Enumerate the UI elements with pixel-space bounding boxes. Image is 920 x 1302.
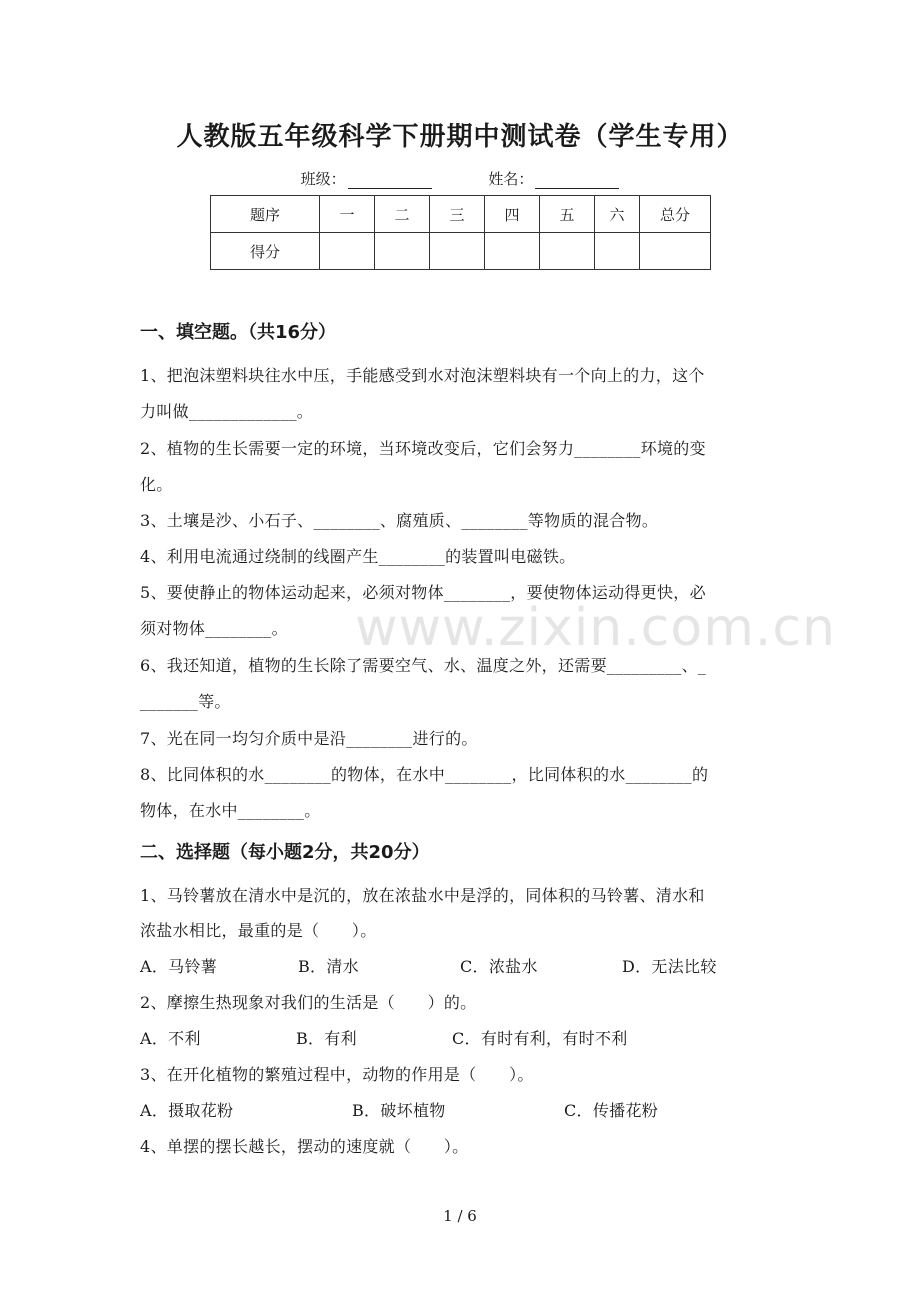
class-label: 班级： [300,170,346,188]
question-line: _______等。 [140,692,231,711]
class-blank[interactable] [348,172,432,189]
question-line: 2、植物的生长需要一定的环境，当环境改变后，它们会努力________环境的变 [140,439,706,458]
page-number: 1 / 6 [443,1207,477,1225]
table-cell: 五 [540,196,595,233]
option-a[interactable]: A．马铃薯 [140,957,218,976]
question-line: 1、马铃薯放在清水中是沉的，放在浓盐水中是浮的，同体积的马铃薯、清水和 [140,886,705,905]
table-cell: 得分 [211,233,320,270]
name-blank[interactable] [535,172,619,189]
table-cell: 二 [375,196,430,233]
options-row [140,954,717,977]
score-table-header-row [211,196,711,233]
question-line: 物体，在水中________。 [140,801,321,820]
question-line: 4、利用电流通过绕制的线圈产生________的装置叫电磁铁。 [140,547,576,566]
option-c[interactable]: C．有时有利，有时不利 [452,1029,628,1048]
table-cell: 一 [320,196,375,233]
score-cell[interactable] [430,233,485,270]
options-row [140,1098,658,1121]
question-line: 3、土壤是沙、小石子、________、腐殖质、________等物质的混合物。 [140,511,659,530]
table-cell: 六 [595,196,640,233]
option-b[interactable]: B．有利 [296,1029,357,1048]
option-a[interactable]: A．摄取花粉 [140,1101,234,1120]
question-line: 浓盐水相比，最重的是（ ）。 [140,921,377,940]
table-cell: 总分 [640,196,711,233]
question-line: 8、比同体积的水________的物体，在水中________，比同体积的水________的 [140,765,709,784]
table-cell: 三 [430,196,485,233]
table-cell: 四 [485,196,540,233]
option-d[interactable]: D．无法比较 [622,957,717,976]
name-label: 姓名： [488,170,534,188]
question-line: 2、摩擦生热现象对我们的生活是（ ）的。 [140,993,477,1012]
student-info [0,168,920,189]
watermark: www.zixin.com.cn [355,598,836,658]
option-c[interactable]: C．浓盐水 [460,957,538,976]
score-cell[interactable] [320,233,375,270]
score-cell[interactable] [375,233,430,270]
question-line: 6、我还知道，植物的生长除了需要空气、水、温度之外，还需要_________、_ [140,656,707,675]
class-field [301,168,432,189]
option-a[interactable]: A．不利 [140,1029,201,1048]
question-line: 7、光在同一均匀介质中是沿________进行的。 [140,729,478,748]
question-line: 5、要使静止的物体运动起来，必须对物体________，要使物体运动得更快，必 [140,583,706,602]
section2-heading: 二、选择题（每小题2分，共20分） [140,842,430,863]
section1-heading: 一、填空题。（共16分） [140,322,337,343]
score-table-score-row [211,233,711,270]
table-cell: 题序 [211,196,320,233]
score-table [210,195,711,270]
name-field [488,168,619,189]
page-title: 人教版五年级科学下册期中测试卷（学生专用） [176,122,744,152]
option-b[interactable]: B．清水 [298,957,359,976]
score-cell[interactable] [640,233,711,270]
question-line: 3、在开化植物的繁殖过程中，动物的作用是（ ）。 [140,1065,534,1084]
question-line: 力叫做_____________。 [140,402,314,421]
question-line: 4、单摆的摆长越长，摆动的速度就（ ）。 [140,1137,469,1156]
options-row [140,1026,628,1049]
score-cell[interactable] [485,233,540,270]
question-line: 化。 [140,475,173,494]
option-b[interactable]: B．破坏植物 [352,1101,446,1120]
question-line: 1、把泡沫塑料块往水中压，手能感受到水对泡沫塑料块有一个向上的力，这个 [140,366,705,385]
score-cell[interactable] [595,233,640,270]
option-c[interactable]: C．传播花粉 [564,1101,659,1120]
question-line: 须对物体________。 [140,619,288,638]
score-cell[interactable] [540,233,595,270]
